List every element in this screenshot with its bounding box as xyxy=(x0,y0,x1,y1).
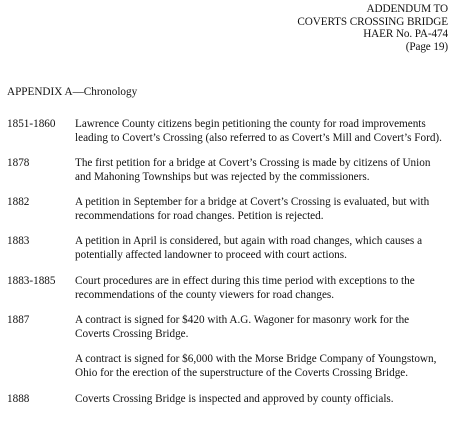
entry-text-line: A petition in September for a bridge at Covert’s Crossing is evaluated, but with xyxy=(75,196,430,208)
entry-date: 1883 xyxy=(7,235,30,247)
entry-date: 1851-1860 xyxy=(7,118,56,130)
entry-text xyxy=(75,313,455,341)
header-haer-number: HAER No. PA-474 xyxy=(363,28,448,41)
entry-date: 1878 xyxy=(7,157,30,169)
header-addendum: ADDENDUM TO xyxy=(366,3,448,15)
entry-text-line: Court procedures are in effect during this time period with exceptions to the xyxy=(75,275,415,287)
entry-text-line: recommendations of the county viewers for road changes. xyxy=(75,289,335,301)
header-page-number: (Page 19) xyxy=(405,40,448,53)
entry-text-line: A contract is signed for $6,000 with the Morse Bridge Company of Youngstown, xyxy=(75,353,437,365)
entry-text-line: The first petition for a bridge at Covert’s Crossing is made by citizens of Union xyxy=(75,157,431,169)
entry-text xyxy=(75,195,455,223)
entry-text-line: Coverts Crossing Bridge. xyxy=(75,328,189,340)
entry-text-line: Ohio for the erection of the superstructure of the Coverts Crossing Bridge. xyxy=(75,367,409,379)
entry-text xyxy=(75,274,455,302)
entry-text xyxy=(75,234,455,262)
entry-text-line: Coverts Crossing Bridge is inspected and approved by county officials. xyxy=(75,393,394,405)
entry-text-line: A petition in April is considered, but again with road changes, which causes a xyxy=(75,235,423,247)
entry-text xyxy=(75,392,455,406)
entry-date: 1882 xyxy=(7,196,30,208)
entry-date: 1888 xyxy=(7,393,30,405)
entry-text-line: Lawrence County citizens begin petitioning the county for road improvements xyxy=(75,118,426,130)
header-bridge-name: COVERTS CROSSING BRIDGE xyxy=(297,15,448,28)
entry-text-line: potentially affected landowner to proceed with court actions. xyxy=(75,249,347,261)
entry-text xyxy=(75,117,455,145)
entry-date: 1883-1885 xyxy=(7,275,56,287)
entry-date: 1887 xyxy=(7,314,30,326)
entry-text-line: leading to Covert’s Crossing (also referred to as Covert’s Mill and Covert’s Ford). xyxy=(75,132,442,144)
entry-text-line: recommendations for road changes. Petition is rejected. xyxy=(75,210,324,222)
entry-text-line: and Mahoning Townships but was rejected by the commissioners. xyxy=(75,171,370,183)
document-header xyxy=(297,3,448,53)
entry-text-line: A contract is signed for $420 with A.G. Wagoner for masonry work for the xyxy=(75,314,410,326)
entry-text xyxy=(75,156,455,184)
entry-text xyxy=(75,352,455,380)
appendix-title: APPENDIX A—Chronology xyxy=(7,86,138,98)
